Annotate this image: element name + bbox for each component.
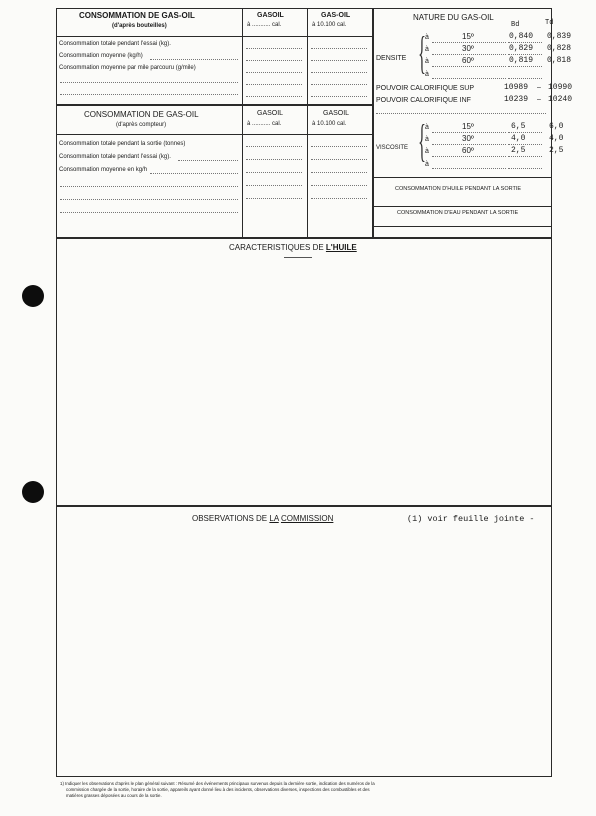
meter-col1-sub: à ........... cal. bbox=[247, 121, 282, 127]
footnote-line-2: commission chargée de la sortie, horaire de la sortie, appareils ayant donné lieu à des incidents, observations diverses, inspections des combustibles et des bbox=[66, 787, 370, 792]
densite-row2-temp: 30º bbox=[462, 44, 474, 53]
densite-row3-bd: 0,819 bbox=[509, 56, 534, 65]
visc-row1-a: à bbox=[425, 124, 429, 131]
meter-col1-title: GASOIL bbox=[257, 110, 284, 117]
densite-row1-bd: 0,840 bbox=[509, 32, 534, 41]
meter-row-total-kg: Consommation totale pendant l'essai (kg). bbox=[59, 154, 171, 160]
visc-row1-bd: 6,5 bbox=[511, 122, 526, 131]
pcs-label: POUVOIR CALORIFIQUE SUP bbox=[376, 85, 475, 92]
densite-row2-td: 0,828 bbox=[547, 44, 572, 53]
densite-label: DENSITE bbox=[376, 55, 407, 62]
nature-title: NATURE DU GAS-OIL bbox=[413, 13, 494, 22]
densite-row1-a: à bbox=[425, 34, 429, 41]
densite-row4-a: à bbox=[425, 71, 429, 78]
footnote-line-1: 1) Indiquer les observations d'après le plan général suivant : Résumé des événements principaux survenus depuis la dernière sortie, indication des numéros de la bbox=[60, 781, 375, 786]
densite-row1-td: 0,839 bbox=[547, 32, 572, 41]
densite-row2-a: à bbox=[425, 46, 429, 53]
visc-row3-temp: 60º bbox=[462, 146, 474, 155]
oil-consumption-label: CONSOMMATION D'HUILE PENDANT LA SORTIE bbox=[395, 186, 522, 192]
footnote-line-3: matières grasses déposées au cours de la sortie. bbox=[66, 793, 162, 798]
meter-row-hourly: Consommation moyenne en kg/h bbox=[59, 167, 148, 173]
bottles-title: CONSOMMATION DE GAS-OIL bbox=[79, 11, 195, 20]
viscosite-label: VISCOSITE bbox=[376, 145, 409, 151]
nature-col-bd: Bd bbox=[511, 21, 520, 29]
visc-row2-bd: 4,0 bbox=[511, 134, 526, 143]
nature-col-td: Td bbox=[545, 19, 554, 27]
pcs-bd: 10989 bbox=[504, 83, 529, 92]
visc-row3-bd: 2,5 bbox=[511, 146, 526, 155]
densite-row2-bd: 0,829 bbox=[509, 44, 534, 53]
meter-col2-sub: à 10.100 cal. bbox=[312, 121, 347, 127]
punch-hole-top bbox=[22, 285, 44, 307]
meter-subtitle: (d'après compteur) bbox=[116, 122, 167, 128]
oil-characteristics-title: CARACTERISTIQUES DE L'HUILE bbox=[229, 243, 357, 252]
visc-row1-temp: 15º bbox=[462, 122, 474, 131]
visc-row2-temp: 30º bbox=[462, 134, 474, 143]
visc-row3-a: à bbox=[425, 148, 429, 155]
meter-title: CONSOMMATION DE GAS-OIL bbox=[84, 110, 199, 119]
meter-col2-title: GASOIL bbox=[323, 110, 350, 117]
bottles-row-per-mile: Consommation moyenne par mile parcouru (g/mile) bbox=[59, 65, 196, 71]
densite-row1-temp: 15º bbox=[462, 32, 474, 41]
visc-row1-td: 6,0 bbox=[549, 122, 564, 131]
pci-bd: 10239 bbox=[504, 95, 529, 104]
punch-hole-bottom bbox=[22, 481, 44, 503]
densite-row3-td: 0,818 bbox=[547, 56, 572, 65]
bottles-col2-title: GAS-OIL bbox=[321, 12, 351, 19]
visc-row2-a: à bbox=[425, 136, 429, 143]
observations-note: (1) voir feuille jointe - bbox=[407, 514, 535, 524]
visc-row4-a: à bbox=[425, 161, 429, 168]
meter-row-total-tonnes: Consommation totale pendant la sortie (tonnes) bbox=[59, 141, 186, 147]
pcs-td: 10990 bbox=[548, 83, 573, 92]
pci-td: 10240 bbox=[548, 95, 573, 104]
densite-row3-a: à bbox=[425, 58, 429, 65]
bottles-col1-title: GASOIL bbox=[257, 12, 284, 19]
densite-row3-temp: 60º bbox=[462, 56, 474, 65]
bottles-subtitle: (d'après bouteilles) bbox=[112, 23, 167, 29]
water-consumption-label: CONSOMMATION D'EAU PENDANT LA SORTIE bbox=[397, 210, 519, 216]
visc-row2-td: 4,0 bbox=[549, 134, 564, 143]
bottles-col2-sub: à 10.100 cal. bbox=[312, 22, 347, 28]
visc-row3-td: 2,5 bbox=[549, 146, 564, 155]
bottles-col1-sub: à ........... cal. bbox=[247, 22, 282, 28]
bottles-row-hourly: Consommation moyenne (kg/h) bbox=[59, 53, 143, 59]
observations-title: OBSERVATIONS DE LA COMMISSION bbox=[192, 514, 334, 523]
bottles-row-total: Consommation totale pendant l'essai (kg). bbox=[59, 41, 171, 47]
pci-label: POUVOIR CALORIFIQUE INF bbox=[376, 97, 471, 104]
